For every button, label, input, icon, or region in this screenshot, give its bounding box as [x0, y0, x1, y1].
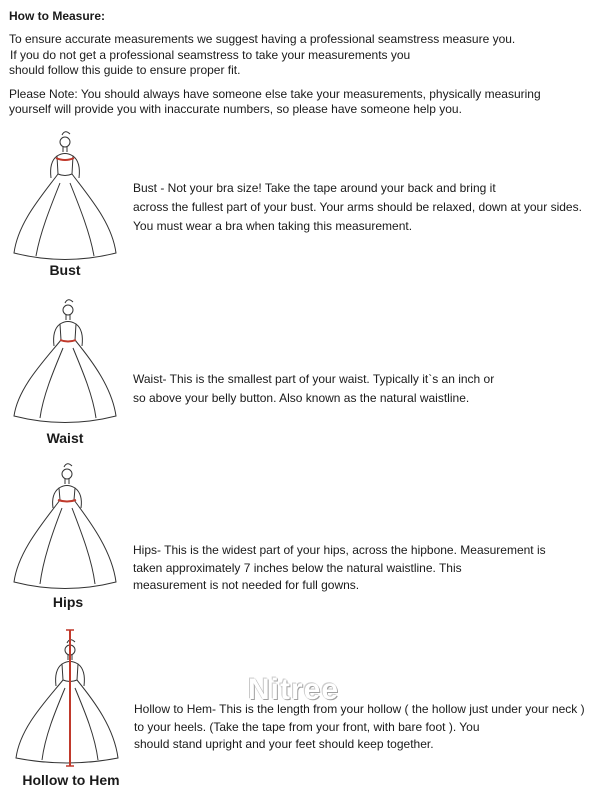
hollow-to-hem-dress-illustration	[12, 628, 122, 768]
page-title: How to Measure:	[9, 9, 106, 23]
intro-paragraph	[9, 32, 599, 79]
intro-line: should follow this guide to ensure proper fit.	[9, 63, 241, 77]
note-line: Please Note: You should always have someone else take your measurements, physically measuring	[9, 87, 541, 101]
waist-description	[133, 370, 494, 408]
note-line: yourself will provide you with inaccurate numbers, so please have someone help you.	[9, 102, 462, 116]
waist-dress-illustration	[10, 296, 120, 426]
hips-dress-illustration	[10, 462, 120, 592]
bust-description-line: across the fullest part of your bust. Your arms should be relaxed, down at your sides.	[133, 200, 582, 214]
intro-line: To ensure accurate measurements we suggest having a professional seamstress measure you.	[9, 32, 516, 46]
bust-dress-illustration	[10, 128, 120, 263]
intro-line: If you do not get a professional seamstress to take your measurements you	[10, 47, 411, 62]
please-note-paragraph	[9, 87, 604, 117]
waist-description-line: Waist- This is the smallest part of your waist. Typically it`s an inch or	[133, 372, 495, 386]
hips-description-line: measurement is not needed for full gowns.	[133, 578, 360, 592]
hollow-to-hem-description-line: Hollow to Hem- This is the length from your hollow ( the hollow just under your neck )	[134, 702, 585, 716]
hips-description-line: Hips- This is the widest part of your hips, across the hipbone. Measurement is	[133, 543, 546, 557]
waist-label: Waist	[46, 430, 84, 446]
bust-description-line: You must wear a bra when taking this measurement.	[133, 219, 413, 233]
bust-label: Bust	[49, 262, 81, 278]
hips-description	[133, 541, 546, 594]
bust-description	[133, 179, 582, 236]
hollow-to-hem-description	[134, 701, 585, 754]
hips-description-line: taken approximately 7 inches below the natural waistline. This	[133, 561, 462, 575]
hollow-to-hem-description-line: should stand upright and your feet should keep together.	[134, 737, 434, 751]
waist-description-line: so above your belly button. Also known as the natural waistline.	[133, 391, 470, 405]
bust-description-line: Bust - Not your bra size! Take the tape around your back and bring it	[133, 181, 496, 195]
hollow-to-hem-description-line: to your heels. (Take the tape from your front, with bare foot ). You	[134, 719, 480, 734]
hips-label: Hips	[52, 594, 84, 610]
hollow-to-hem-label: Hollow to Hem	[22, 772, 120, 788]
nitree-watermark: Nitree	[248, 673, 340, 706]
